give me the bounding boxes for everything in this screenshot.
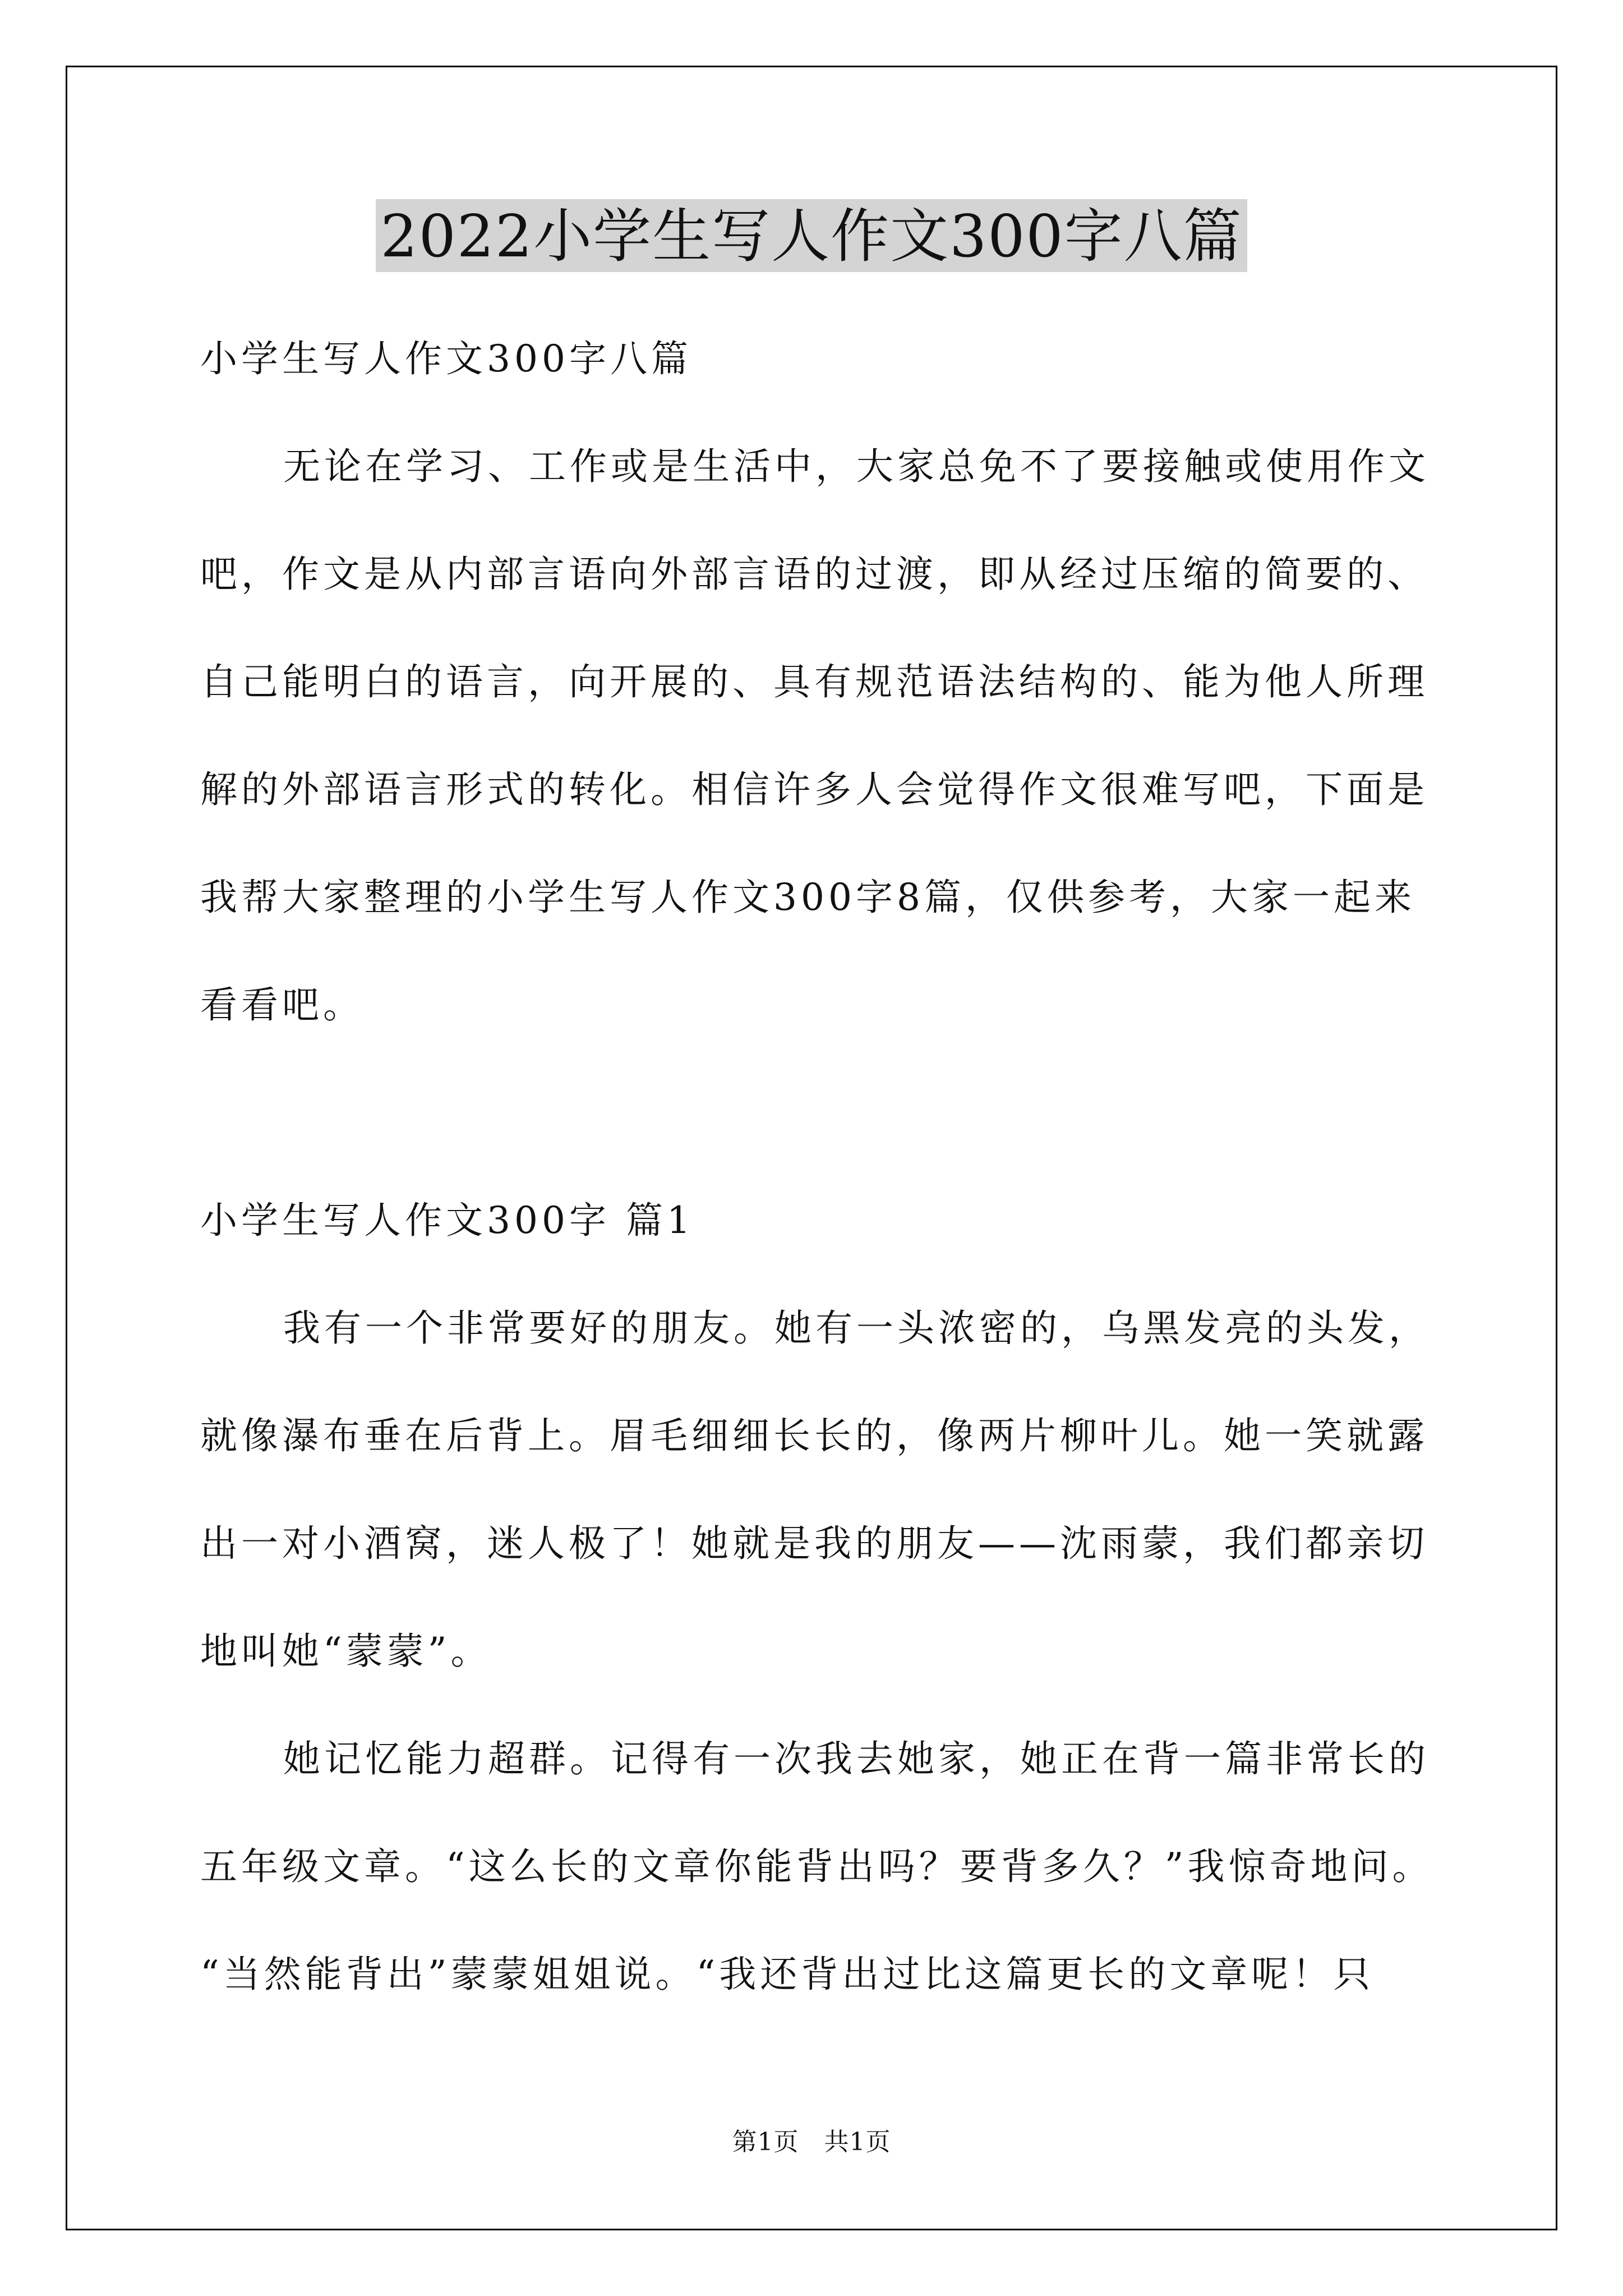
page-footer: 第1页 共1页 bbox=[732, 2128, 891, 2156]
document-title-text: 2022小学生写人作文300字八篇 bbox=[376, 199, 1247, 272]
paragraph-line: 我有一个非常要好的朋友。她有一头浓密的，乌黑发亮的头发， bbox=[283, 1306, 1430, 1350]
intro-line: 自己能明白的语言，向开展的、具有规范语法结构的、能为他人所理 bbox=[200, 660, 1428, 703]
essay-paragraph-1 bbox=[200, 1283, 1434, 1714]
paragraph-line: 地叫她“蒙蒙”。 bbox=[200, 1630, 492, 1673]
document-body bbox=[200, 314, 1434, 2037]
paragraph-line: 她记忆能力超群。记得有一次我去她家，她正在背一篇非常长的 bbox=[283, 1737, 1430, 1780]
section-heading: 小学生写人作文300字 篇1 bbox=[200, 1199, 694, 1242]
intro-line: 无论在学习、工作或是生活中，大家总免不了要接触或使用作文 bbox=[283, 445, 1430, 488]
intro-paragraph bbox=[200, 422, 1434, 1068]
intro-line: 我帮大家整理的小学生写人作文300字8篇，仅供参考，大家一起来 bbox=[200, 876, 1415, 919]
subtitle: 小学生写人作文300字八篇 bbox=[200, 337, 692, 380]
paragraph-line: 五年级文章。“这么长的文章你能背出吗？要背多久？”我惊奇地问。 bbox=[200, 1845, 1433, 1888]
intro-line: 解的外部语言形式的转化。相信许多人会觉得作文很难写吧，下面是 bbox=[200, 768, 1428, 811]
paragraph-line: 出一对小酒窝，迷人极了！她就是我的朋友——沈雨蒙，我们都亲切 bbox=[200, 1522, 1428, 1565]
paragraph-line: “当然能背出”蒙蒙姐姐说。“我还背出过比这篇更长的文章呢！只 bbox=[200, 1953, 1375, 1996]
blank-line bbox=[200, 1068, 1434, 1176]
essay-paragraph-2 bbox=[200, 1714, 1434, 2037]
intro-line: 吧，作文是从内部言语向外部言语的过渡，即从经过压缩的简要的、 bbox=[200, 553, 1428, 596]
paragraph-line: 就像瀑布垂在后背上。眉毛细细长长的，像两片柳叶儿。她一笑就露 bbox=[200, 1414, 1428, 1457]
intro-line: 看看吧。 bbox=[200, 983, 364, 1027]
document-title bbox=[0, 199, 1623, 272]
